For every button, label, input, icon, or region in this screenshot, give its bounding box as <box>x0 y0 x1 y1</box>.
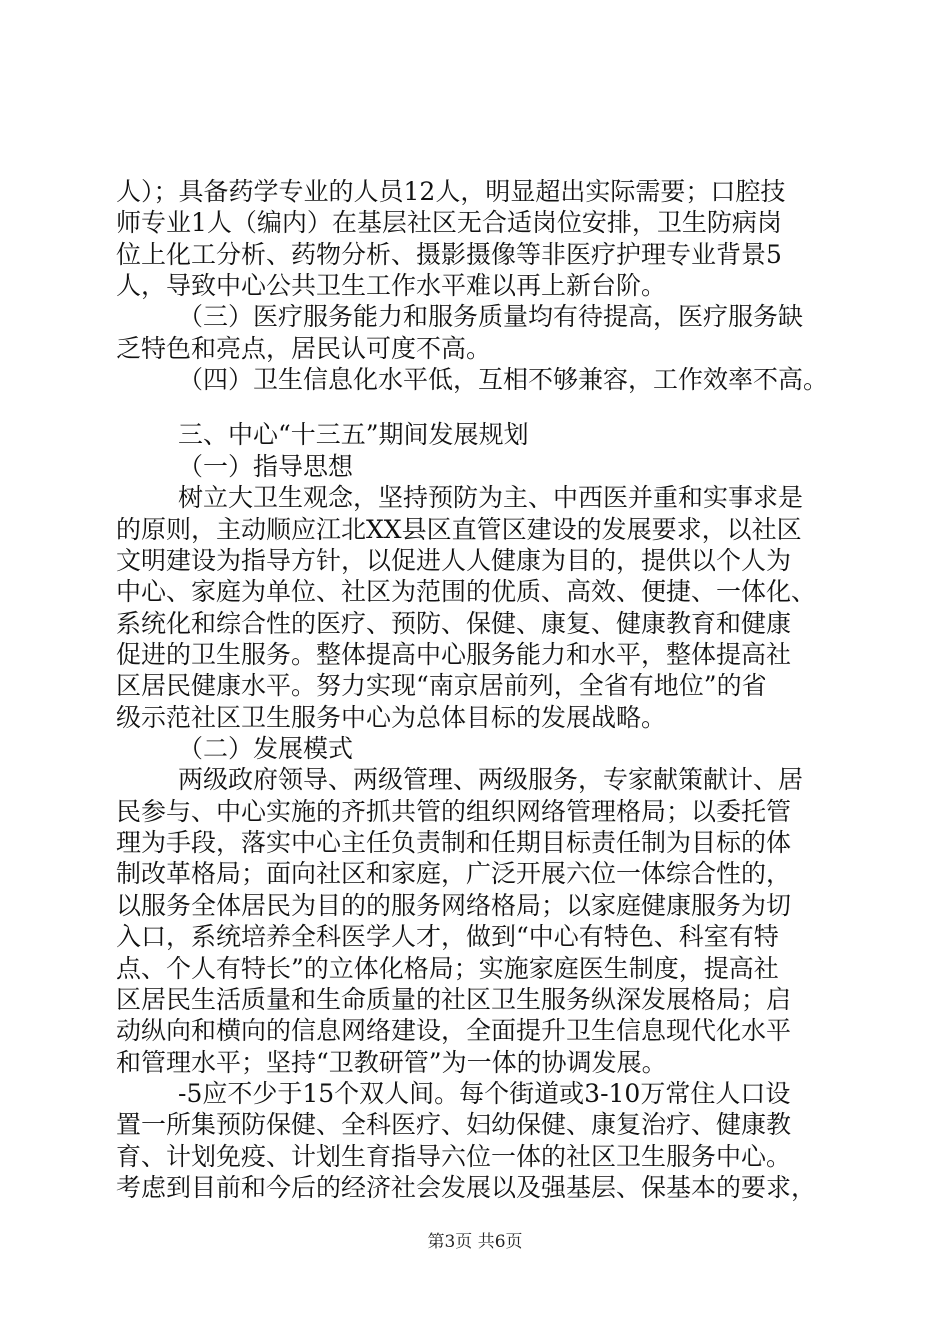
text-line: 文明建设为指导方针，以促进人人健康为目的，提供以个人为 <box>116 546 792 575</box>
text-line: 系统化和综合性的医疗、预防、保健、康复、健康教育和健康 <box>116 609 792 638</box>
page-number: 第3页 共6页 <box>427 1232 523 1252</box>
text-line: 动纵向和横向的信息网络建设，全面提升卫生信息现代化水平 <box>116 1016 792 1045</box>
text-line: 制改革格局；面向社区和家庭，广泛开展六位一体综合性的， <box>116 859 792 888</box>
text-line: 乏特色和亮点，居民认可度不高。 <box>116 334 492 363</box>
section-heading: 三、中心“十三五”期间发展规划 <box>178 420 529 449</box>
text-line: 以服务全体居民为目的的服务网络格局；以家庭健康服务为切 <box>116 891 792 920</box>
text-line: 考虑到目前和今后的经济社会发展以及强基层、保基本的要求， <box>116 1173 817 1202</box>
text-line: 理为手段，落实中心主任负责制和任期目标责任制为目标的体 <box>116 828 792 857</box>
text-line: 人）；具备药学专业的人员12人，明显超出实际需要；口腔技 <box>116 177 786 206</box>
text-line: 中心、家庭为单位、社区为范围的优质、高效、便捷、一体化、 <box>116 577 817 606</box>
text-line: 人，导致中心公共卫生工作水平难以再上新台阶。 <box>116 271 667 300</box>
text-line: 育、计划免疫、计划生育指导六位一体的社区卫生服务中心。 <box>116 1142 792 1171</box>
text-line: 和管理水平；坚持“卫教研管”为一体的协调发展。 <box>116 1048 667 1077</box>
text-line: 区居民生活质量和生命质量的社区卫生服务纵深发展格局；启 <box>116 985 792 1014</box>
text-line: -5应不少于15个双人间。每个街道或3-10万常住人口设 <box>178 1079 791 1108</box>
text-line: 促进的卫生服务。整体提高中心服务能力和水平，整体提高社 <box>116 640 792 669</box>
text-line: 入口，系统培养全科医学人才，做到“中心有特色、科室有特 <box>116 922 779 951</box>
text-line: 师专业1人（编内）在基层社区无合适岗位安排，卫生防病岗 <box>116 208 782 237</box>
text-line: 位上化工分析、药物分析、摄影摄像等非医疗护理专业背景5 <box>116 240 782 269</box>
text-line: （四）卫生信息化水平低，互相不够兼容，工作效率不高。 <box>178 365 829 394</box>
subsection-heading: （一）指导思想 <box>178 452 354 481</box>
page-number-footer <box>0 1230 950 1254</box>
text-line: （三）医疗服务能力和服务质量均有待提高，医疗服务缺 <box>178 302 804 331</box>
text-line: 点、个人有特长”的立体化格局；实施家庭医生制度，提高社 <box>116 954 779 983</box>
text-line: 级示范社区卫生服务中心为总体目标的发展战略。 <box>116 703 667 732</box>
text-line: 区居民健康水平。努力实现“南京居前列，全省有地位”的省 <box>116 671 767 700</box>
text-line: 的原则，主动顺应江北XX县区直管区建设的发展要求，以社区 <box>116 515 802 544</box>
subsection-heading: （二）发展模式 <box>178 734 354 763</box>
text-line: 置一所集预防保健、全科医疗、妇幼保健、康复治疗、健康教 <box>116 1110 792 1139</box>
text-line: 树立大卫生观念，坚持预防为主、中西医并重和实事求是 <box>178 483 804 512</box>
text-line: 两级政府领导、两级管理、两级服务，专家献策献计、居 <box>178 765 804 794</box>
text-line: 民参与、中心实施的齐抓共管的组织网络管理格局；以委托管 <box>116 797 792 826</box>
